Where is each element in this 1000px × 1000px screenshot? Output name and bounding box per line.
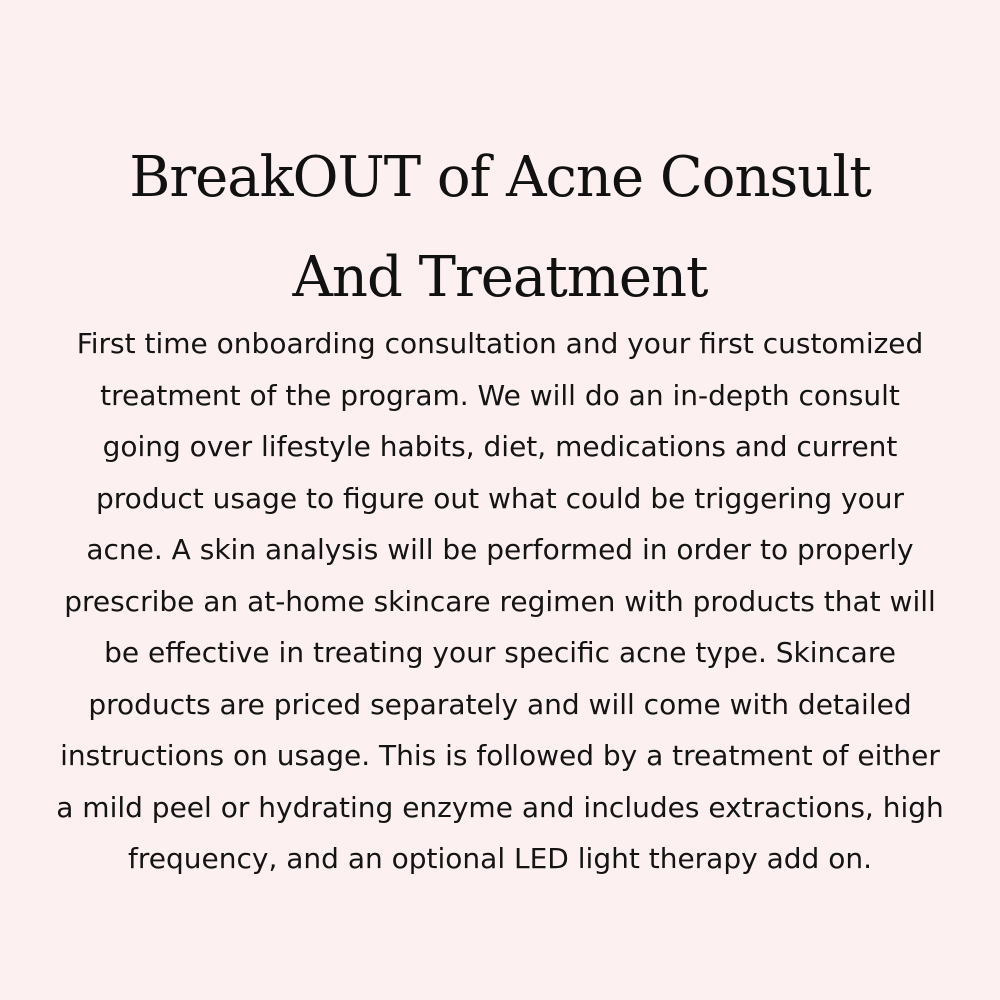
description-line-2: treatment of the program. We will do an in-depth consult — [100, 378, 900, 412]
description-line-10: a mild peel or hydrating enzyme and includes extractions, high — [56, 790, 944, 824]
description-line-9: instructions on usage. This is followed by a treatment of either — [60, 739, 940, 772]
description-line-5: acne. A skin analysis will be performed in order to properly — [86, 533, 914, 566]
description-line-11: frequency, and an optional LED light therapy add on. — [128, 842, 872, 875]
description-line-8: products are priced separately and will come with detailed — [88, 687, 912, 721]
description-line-1: First time onboarding consultation and your first customized — [76, 327, 924, 360]
service-title-line-2: And Treatment — [292, 245, 708, 310]
service-title-line-1: BreakOUT of Acne Consult — [129, 145, 871, 210]
description-line-3: going over lifestyle habits, diet, medications and current — [102, 430, 898, 463]
description-line-4: product usage to figure out what could be triggering your — [96, 481, 904, 515]
description-line-6: prescribe an at-home skincare regimen with products that will — [64, 584, 936, 618]
service-title — [40, 128, 960, 328]
description-line-7: be effective in treating your specific acne type. Skincare — [104, 636, 896, 669]
service-description — [20, 318, 980, 885]
